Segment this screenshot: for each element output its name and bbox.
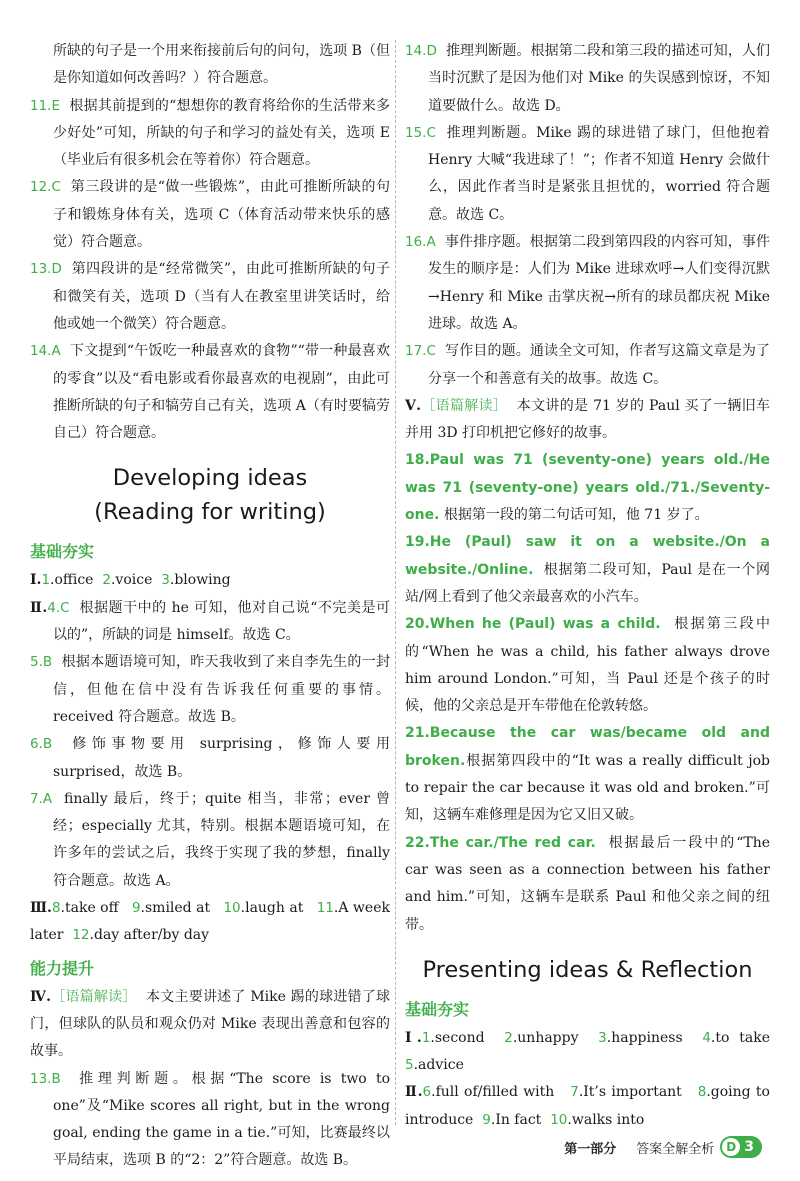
section-title-developing-ideas: Developing ideas (Reading for writing)	[94, 465, 326, 526]
q10-continuation: 所缺的句子是一个用来衔接前后句的问句，选项 B（但是你知道如何改善吗？）符合题意。	[53, 43, 390, 87]
part-i-answers: Ⅰ.1.office 2.voice 3.blowing	[30, 572, 231, 589]
answer-22: 22.The car./The red car. 根据最后一段中的“The car was seen as a connection between his father and him.”可知，这辆车是联系 Paul 和他父亲之间的纽带。	[405, 834, 770, 933]
answer-13b: 13.B 推理判断题。根据“The score is two to one”及“Mike scores all right, but in the wrong goal, ending the game in a tie.”可知，比赛最终以平局结束，选项 B 的“2：2”符合题意。故选 B。	[30, 1070, 390, 1169]
section-title-presenting-ideas: Presenting ideas & Reflection	[422, 956, 753, 983]
answer-11: 11.E 根据其前提到的“想想你的教育将给你的生活带来多少好处”可知，所缺的句子和学习的益处有关，选项 E（毕业后有很多机会在等着你）符合题意。	[30, 97, 391, 169]
part-i-answers-2: Ⅰ.1.second 2.unhappy 3.happiness 4.to take 5.advice	[405, 1029, 770, 1074]
answer-19: 19.He (Paul) saw it on a website./On a website./Online. 根据第二段可知，Paul 是在一个网站/网上看到了他父亲最喜欢的小汽车。	[405, 534, 770, 605]
answer-12: 12.C 第三段讲的是“做一些锻炼”，由此可推断所缺的句子和锻炼身体有关，选项 C（体育活动带来快乐的感觉）符合题意。	[30, 179, 390, 251]
page-footer	[564, 1135, 762, 1159]
answer-14d: 14.D 推理判断题。根据第二段和第三段的描述可知，人们当时沉默了是因为他们对 Mike 的失误感到惊讶，不知道要做什么。故选 D。	[405, 43, 771, 114]
subsection-heading-advanced: 能力提升	[30, 958, 95, 978]
part-iv-summary: Ⅳ.［语篇解读］ 本文主要讲述了 Mike 踢的球进错了球门，但球队的队员和观众仍对 Mike 表现出善意和包容的故事。	[30, 988, 391, 1060]
column-divider	[395, 40, 396, 1125]
footer-label: 答案全解全析	[636, 1141, 715, 1157]
subsection-heading-basics-2: 基础夯实	[405, 999, 470, 1019]
left-column	[30, 38, 390, 1175]
answer-17: 17.C 写作目的题。通读全文可知，作者写这篇文章是为了分享一个和善意有关的故事。故选 C。	[405, 343, 770, 387]
answer-20: 20.When he (Paul) was a child. 根据第三段中的“When he was a child, his father always drove him around London.”可知，当 Paul 还是个孩子的时候，他的父亲总是开车带他在伦敦转悠。	[405, 616, 771, 715]
part-iii-answers: Ⅲ.8.take off 9.smiled at 10.laugh at 11.A week later 12.day after/by day	[30, 900, 390, 944]
page-number: 3	[744, 1139, 754, 1155]
answer-21: 21.Because the car was/became old and broken.根据第四段中的“It was a really difficult job to repair the car because it was old and broken.”可知，这辆车难修理是因为它又旧又破。	[405, 725, 770, 824]
page-number-badge	[720, 1136, 762, 1158]
answer-4: Ⅱ.4.C 根据题干中的 he 可知，他对自己说“不完美是可以的”，所缺的词是 himself。故选 C。	[30, 599, 391, 644]
answer-5: 5.B 根据本题语境可知，昨天我收到了来自李先生的一封信，但他在信中没有告诉我任何重要的事情。received 符合题意。故选 B。	[30, 654, 390, 725]
answer-7: 7.A finally 最后，终于；quite 相当，非常；ever 曾经；especially 尤其，特别。根据本题语境可知，在许多年的尝试之后，我终于实现了我的梦想，finally 符合题意。故选 A。	[30, 790, 390, 889]
answer-14: 14.A 下文提到“午饭吃一种最喜欢的食物”“带一种最喜欢的零食”以及“看电影或看你最喜欢的电视剧”，由此可推断所缺的句子和犒劳自己有关，选项 A（有时要犒劳自己）符合题意。	[30, 343, 390, 442]
subsection-heading-basics: 基础夯实	[30, 542, 95, 562]
answer-6: 6.B 修饰事物要用 surprising，修饰人要用 surprised，故选 B。	[30, 736, 390, 780]
part-v-summary: Ⅴ.［语篇解读］ 本文讲的是 71 岁的 Paul 买了一辆旧车并用 3D 打印机把它修好的故事。	[405, 397, 771, 442]
right-column	[405, 38, 770, 1134]
answer-15: 15.C 推理判断题。Mike 踢的球进错了球门，但他抱着 Henry 大喊“我进球了！”；作者不知道 Henry 会做什么，因此作者当时是紧张且担忧的，worried 符合题意。故选 C。	[405, 124, 771, 223]
answer-16: 16.A 事件排序题。根据第二段到第四段的内容可知，事件发生的顺序是：人们为 Mike 进球欢呼→人们变得沉默→Henry 和 Mike 击掌庆祝→所有的球员都庆祝 Mike 进球。故选 A。	[405, 234, 770, 332]
answer-18: 18.Paul was 71 (seventy-one) years old./He was 71 (seventy-one) years old./71./Seventy-one. 根据第一段的第二句话可知，他 71 岁了。	[405, 452, 770, 524]
badge-letter: D	[722, 1138, 740, 1156]
footer-part: 第一部分	[564, 1141, 617, 1157]
part-ii-answers-2: Ⅱ.6.full of/filled with 7.It’s important 8.going to introduce 9.In fact 10.walks into	[405, 1084, 770, 1128]
answer-13: 13.D 第四段讲的是“经常微笑”，由此可推断所缺的句子和微笑有关，选项 D（当有人在教室里讲笑话时，给他或她一个微笑）符合题意。	[30, 261, 390, 332]
